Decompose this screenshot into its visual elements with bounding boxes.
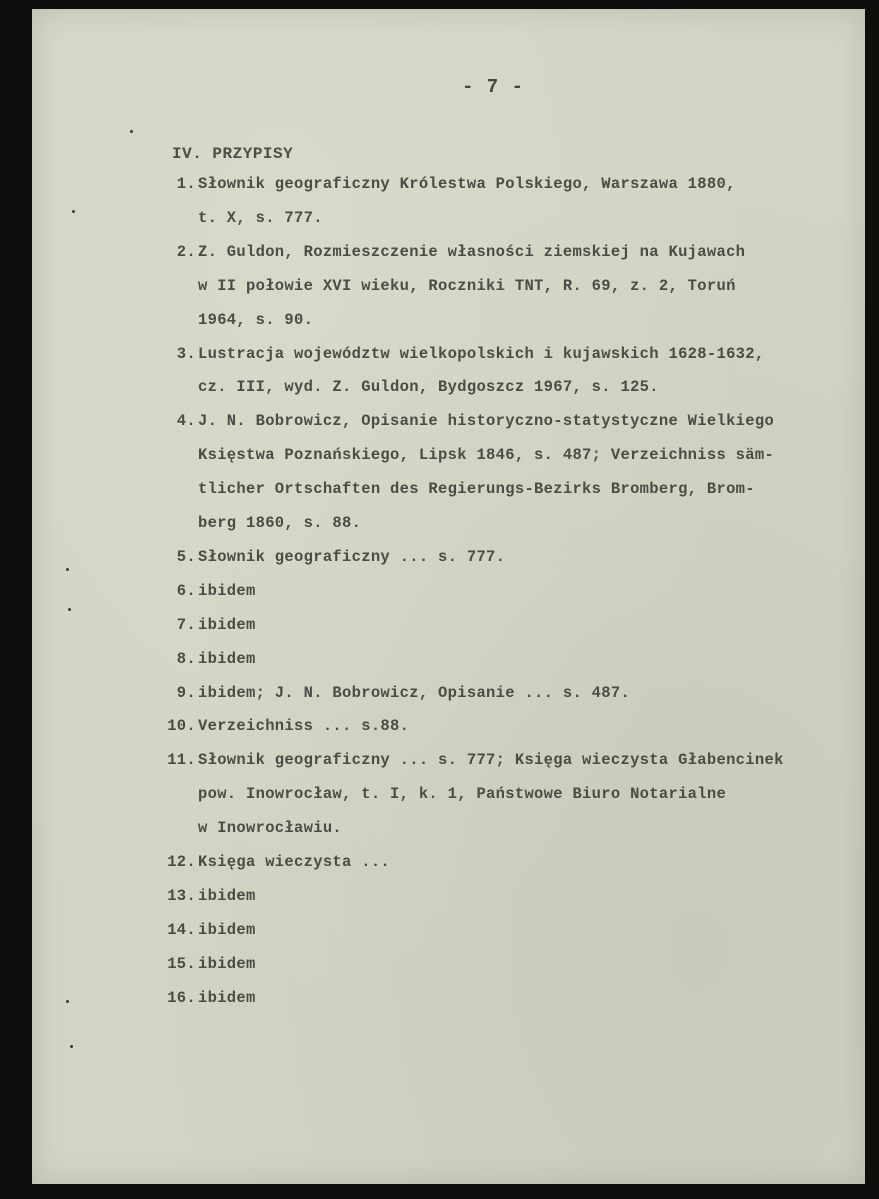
footnote-text: ibidem [198,581,256,600]
footnote-text: ibidem; J. N. Bobrowicz, Opisanie ... s. 487. [198,683,631,702]
footnote-text: Słownik geograficzny Królestwa Polskiego, Warszawa 1880, [198,175,736,193]
footnote-text: Verzeichniss ... s.88. [198,717,410,736]
footnote-number: 7. [176,615,196,634]
footnote-text: Słownik geograficzny ... s. 777; Księga wieczysta Głabencinek [198,751,784,770]
footnote-number: 14. [167,920,196,939]
footnote-number: 1. [176,175,196,193]
footnote-number: 9. [176,683,196,702]
footnote-number: 6. [176,581,196,600]
paper-speck [130,130,133,133]
paper-speck [66,568,69,571]
footnote-text: Z. Guldon, Rozmieszczenie własności ziemskiej na Kujawach [198,242,746,261]
footnote-text: ibidem [198,954,256,973]
footnote-number: 5. [176,547,196,566]
footnote-text: Lustracja województw wielkopolskich i kujawskich 1628-1632, [198,344,765,363]
footnote-text: Księga wieczysta ... [198,853,391,871]
footnote-number: 13. [167,886,196,905]
paper-speck [70,1045,73,1048]
footnote-text: t. X, s. 777. [198,208,323,227]
footnote-text: Słownik geograficzny ... s. 777. [198,547,506,566]
paper-speck [72,210,75,213]
footnote-number: 8. [176,649,196,668]
footnote-number: 2. [176,242,196,261]
footnote-text: ibidem [198,615,256,634]
footnote-text: ibidem [198,920,256,939]
footnote-text: w Inowrocławiu. [198,819,343,838]
footnote-text: pow. Inowrocław, t. I, k. 1, Państwowe Biuro Notarialne [198,785,727,804]
footnote-number: 16. [167,988,196,1007]
footnote-text: w II połowie XVI wieku, Roczniki TNT, R. 69, z. 2, Toruń [198,276,736,295]
footnote-number: 15. [167,954,196,973]
paper-speck [66,1000,69,1003]
footnote-text: ibidem [198,886,256,905]
footnote-text: berg 1860, s. 88. [198,514,362,532]
section-heading: IV. PRZYPISY [172,145,294,163]
footnote-text: tlicher Ortschaften des Regierungs-Bezirks Bromberg, Brom- [198,480,755,499]
paper-speck [68,608,71,611]
page-number: - 7 - [462,76,525,98]
footnote-number: 12. [167,853,196,871]
footnote-number: 10. [167,717,196,736]
footnote-text: cz. III, wyd. Z. Guldon, Bydgoszcz 1967, s. 125. [198,378,659,397]
footnote-text: 1964, s. 90. [198,310,314,329]
footnote-text: ibidem [198,649,256,668]
footnote-text: Księstwa Poznańskiego, Lipsk 1846, s. 487; Verzeichniss säm- [198,446,775,465]
footnote-text: J. N. Bobrowicz, Opisanie historyczno-statystyczne Wielkiego [198,412,775,431]
footnote-text: ibidem [198,988,256,1007]
footnote-number: 11. [167,751,196,770]
footnote-number: 3. [176,344,196,363]
footnote-number: 4. [176,412,196,431]
